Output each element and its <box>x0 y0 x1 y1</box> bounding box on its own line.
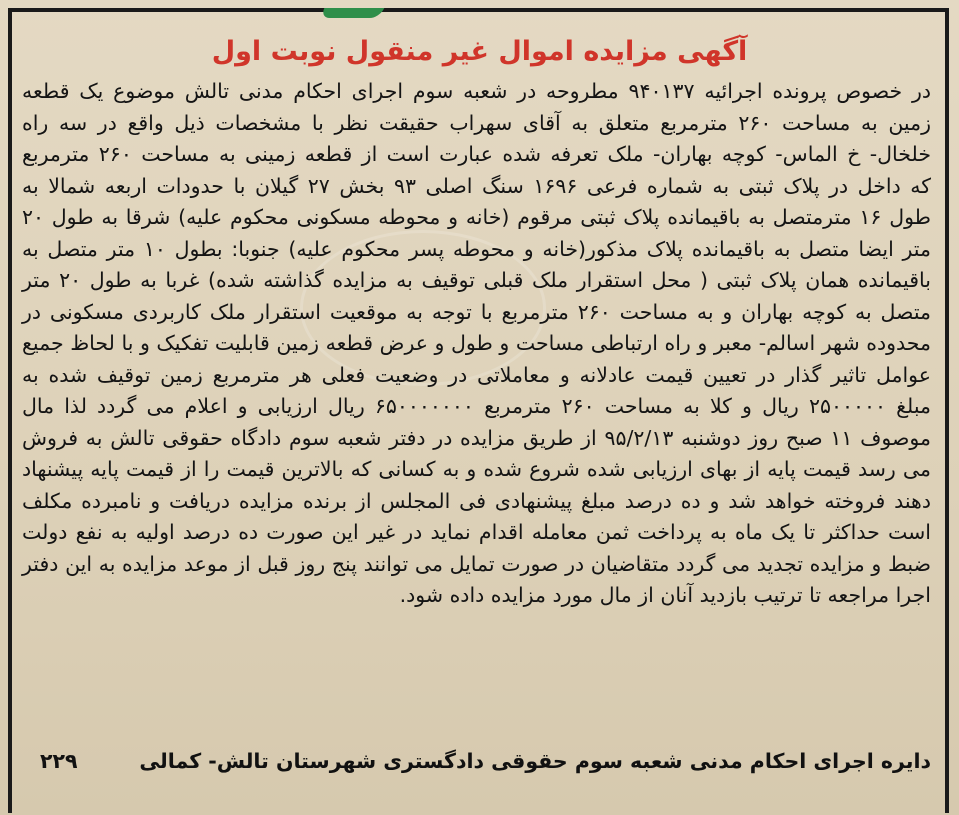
body-line: مبلغ ۲۵۰۰۰۰۰ ریال و کلا به مساحت ۲۶۰ مترمربع ۶۵۰۰۰۰۰۰۰ ریال ارزیابی و اعلام می گردد لذا مال <box>22 394 931 418</box>
body-line: متر ایضا متصل به باقیمانده پلاک مذکور(خانه و محوطه پسر محکوم علیه) جنوبا: بطول ۱۰ متر متصل به <box>22 236 931 261</box>
body-line: ضبط و مزایده تجدید می گردد متقاضیان در صورت تمایل می توانند پنج روز قبل از موعد مزایده به این دفتر <box>22 551 931 576</box>
body-line: خلخال- خ الماس- کوچه بهاران- ملک تعرفه شده عبارت است از قطعه زمینی به مساحت ۲۶۰ مترمربع <box>22 142 931 166</box>
body-line: عوامل تاثیر گذار در تعیین قیمت عادلانه و معاملاتی در وضعیت فعلی هر مترمربع زمین توقیف شده به <box>22 362 931 387</box>
body-line: طول ۱۶ مترمتصل به باقیمانده پلاک ثبتی مرقوم (خانه و محوطه مسکونی محکوم علیه) شرقا به طول ۲۰ <box>22 205 931 229</box>
body-line: است حداکثر تا یک ماه به پرداخت ثمن معامله اقدام نماید در غیر این صورت ده درصد اولیه به نفع دولت <box>22 520 931 544</box>
body-line: متصل به کوچه بهاران و به مساحت ۲۶۰ مترمربع با توجه به موقعیت استقرار ملک کاربردی مسکونی در <box>22 299 932 324</box>
notice-footer <box>22 744 931 778</box>
body-line: موصوف ۱۱ صبح روز دوشنبه ۹۵/۲/۱۳ از طریق مزایده در دفتر شعبه سوم دادگاه حقوقی تالش به فروش <box>22 425 931 450</box>
body-line: اجرا مراجعه تا ترتیب بازدید آنان از مال مورد مزایده داده شود. <box>399 583 931 607</box>
notice-body <box>22 76 931 612</box>
body-line: زمین به مساحت ۲۶۰ مترمربع متعلق به آقای سهراب حقیقت نظر با مشخصات ذیل واقع در سه راه <box>22 110 931 135</box>
body-line: باقیمانده همان پلاک ثبتی ( محل استقرار ملک قبلی توقیف به مزایده گذاشته شده) غربا به طول ۲۰ متر <box>22 268 931 292</box>
body-line: می رسد قیمت پایه از بهای ارزیابی شده شروع شده و به کسانی که بالاترین قیمت را از قیمت پایه پیشنهاد <box>22 457 931 481</box>
body-line: دهند فروخته خواهد شد و ده درصد مبلغ پیشنهادی فی المجلس از برنده مزایده دریافت و نامبرده مکلف <box>22 488 931 513</box>
body-line: در خصوص پرونده اجرائیه ۹۴۰۱۳۷ مطروحه در شعبه سوم اجرای احکام مدنی تالش موضوع یک قطعه <box>22 79 931 103</box>
body-line: که داخل در پلاک ثبتی به شماره فرعی ۱۶۹۶ سنگ اصلی ۹۳ بخش ۲۷ گیلان با حدودات اربعه شمالا به <box>22 173 931 198</box>
body-line: محدوده شهر اسالم- معبر و راه ارتباطی مساحت و طول و عرض قطعه زمین قابلیت تفکیک و با لحاظ جمیع <box>22 331 931 355</box>
issuer-signature: دایره اجرای احکام مدنی شعبه سوم حقوقی دادگستری شهرستان تالش- کمالی <box>139 749 931 773</box>
header-decoration <box>320 8 385 18</box>
ad-number: ۲۲۹ <box>40 749 78 773</box>
notice-title: آگهی مزایده اموال غیر منقول نوبت اول <box>211 36 748 67</box>
